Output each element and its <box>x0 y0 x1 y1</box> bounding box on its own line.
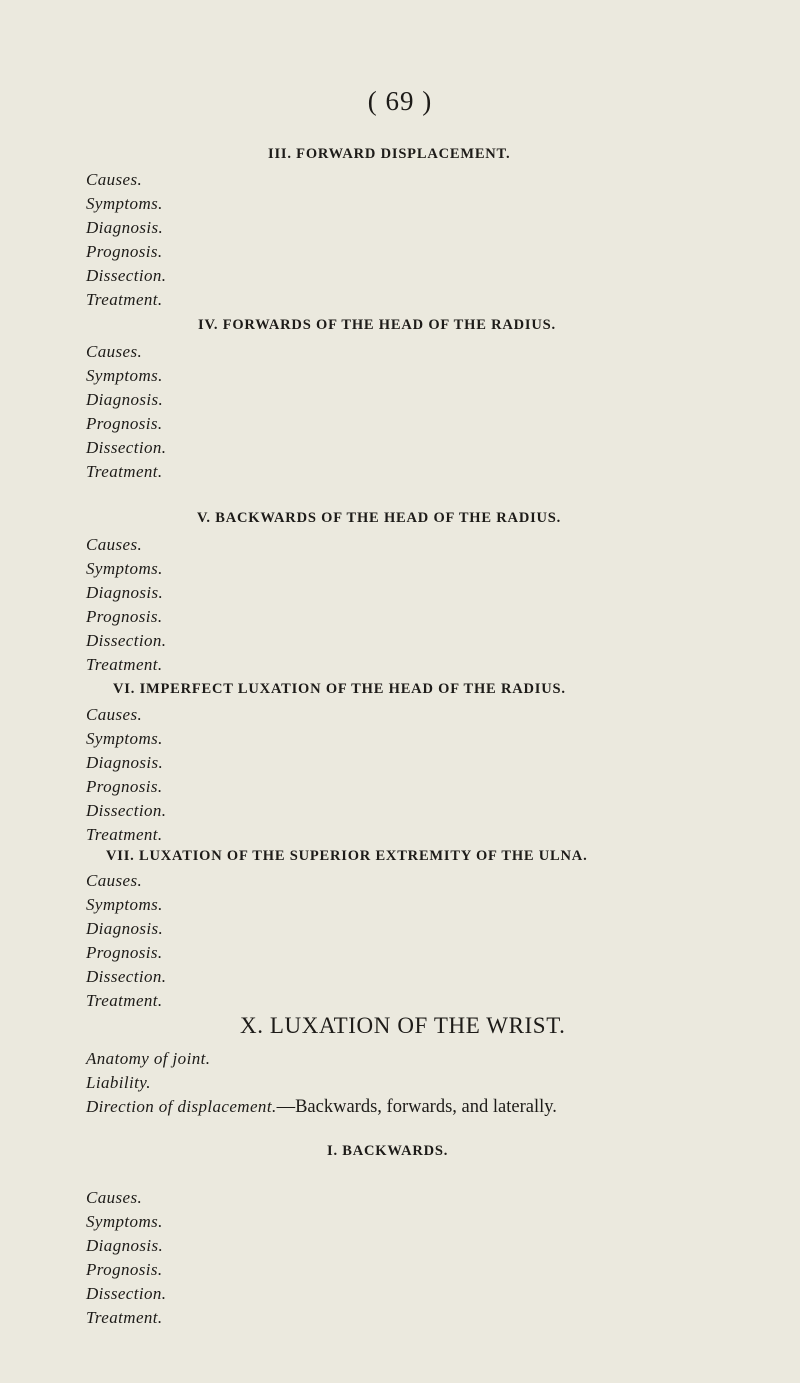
list-item: Diagnosis. <box>86 583 164 602</box>
liability-label: Liability. <box>86 1073 151 1092</box>
direction-label: Direction of displacement. <box>86 1097 277 1116</box>
chapter-heading-wrist: X. LUXATION OF THE WRIST. <box>240 1013 566 1038</box>
list-item: Treatment. <box>86 991 163 1010</box>
wrist-backwards-list <box>86 1186 166 1330</box>
subsection-heading-backwards: I. BACKWARDS. <box>327 1143 449 1159</box>
list-item: Prognosis. <box>86 414 163 433</box>
list-item: Dissection. <box>86 967 167 986</box>
section-vii-list <box>86 869 166 1013</box>
list-item: Diagnosis. <box>86 390 164 409</box>
list-item: Treatment. <box>86 290 163 309</box>
list-item: Prognosis. <box>86 607 163 626</box>
direction-line <box>86 1095 557 1119</box>
list-item: Prognosis. <box>86 1260 163 1279</box>
list-item: Symptoms. <box>86 895 163 914</box>
list-item: Symptoms. <box>86 1212 163 1231</box>
list-item: Causes. <box>86 342 143 361</box>
list-item: Diagnosis. <box>86 919 164 938</box>
list-item: Causes. <box>86 705 143 724</box>
list-item: Diagnosis. <box>86 1236 164 1255</box>
list-item: Symptoms. <box>86 559 163 578</box>
section-heading-iv: IV. FORWARDS OF THE HEAD OF THE RADIUS. <box>198 317 556 333</box>
list-item: Dissection. <box>86 266 167 285</box>
section-heading-vii: VII. LUXATION OF THE SUPERIOR EXTREMITY OF THE ULNA. <box>106 848 588 864</box>
list-item: Causes. <box>86 170 143 189</box>
list-item: Dissection. <box>86 1284 167 1303</box>
direction-text: —Backwards, forwards, and laterally. <box>276 1097 557 1117</box>
section-iv-list <box>86 340 166 484</box>
section-heading-v: V. BACKWARDS OF THE HEAD OF THE RADIUS. <box>197 510 562 526</box>
list-item: Diagnosis. <box>86 753 164 772</box>
list-item: Dissection. <box>86 631 167 650</box>
list-item: Treatment. <box>86 655 163 674</box>
anatomy-line <box>86 1047 210 1071</box>
list-item: Symptoms. <box>86 729 163 748</box>
page-number: ( 69 ) <box>367 86 433 116</box>
list-item: Dissection. <box>86 801 167 820</box>
list-item: Causes. <box>86 1188 143 1207</box>
section-heading-vi: VI. IMPERFECT LUXATION OF THE HEAD OF THE RADIUS. <box>113 681 566 697</box>
section-iii-list <box>86 168 166 312</box>
list-item: Treatment. <box>86 462 163 481</box>
liability-line <box>86 1071 151 1095</box>
list-item: Prognosis. <box>86 943 163 962</box>
anatomy-label: Anatomy of joint. <box>86 1049 211 1068</box>
list-item: Causes. <box>86 535 143 554</box>
list-item: Prognosis. <box>86 777 163 796</box>
section-vi-list <box>86 703 166 847</box>
section-v-list <box>86 533 166 677</box>
list-item: Diagnosis. <box>86 218 164 237</box>
list-item: Symptoms. <box>86 366 163 385</box>
list-item: Prognosis. <box>86 242 163 261</box>
list-item: Treatment. <box>86 825 163 844</box>
list-item: Treatment. <box>86 1308 163 1327</box>
section-heading-iii: III. FORWARD DISPLACEMENT. <box>268 146 511 162</box>
list-item: Symptoms. <box>86 194 163 213</box>
list-item: Causes. <box>86 871 143 890</box>
list-item: Dissection. <box>86 438 167 457</box>
